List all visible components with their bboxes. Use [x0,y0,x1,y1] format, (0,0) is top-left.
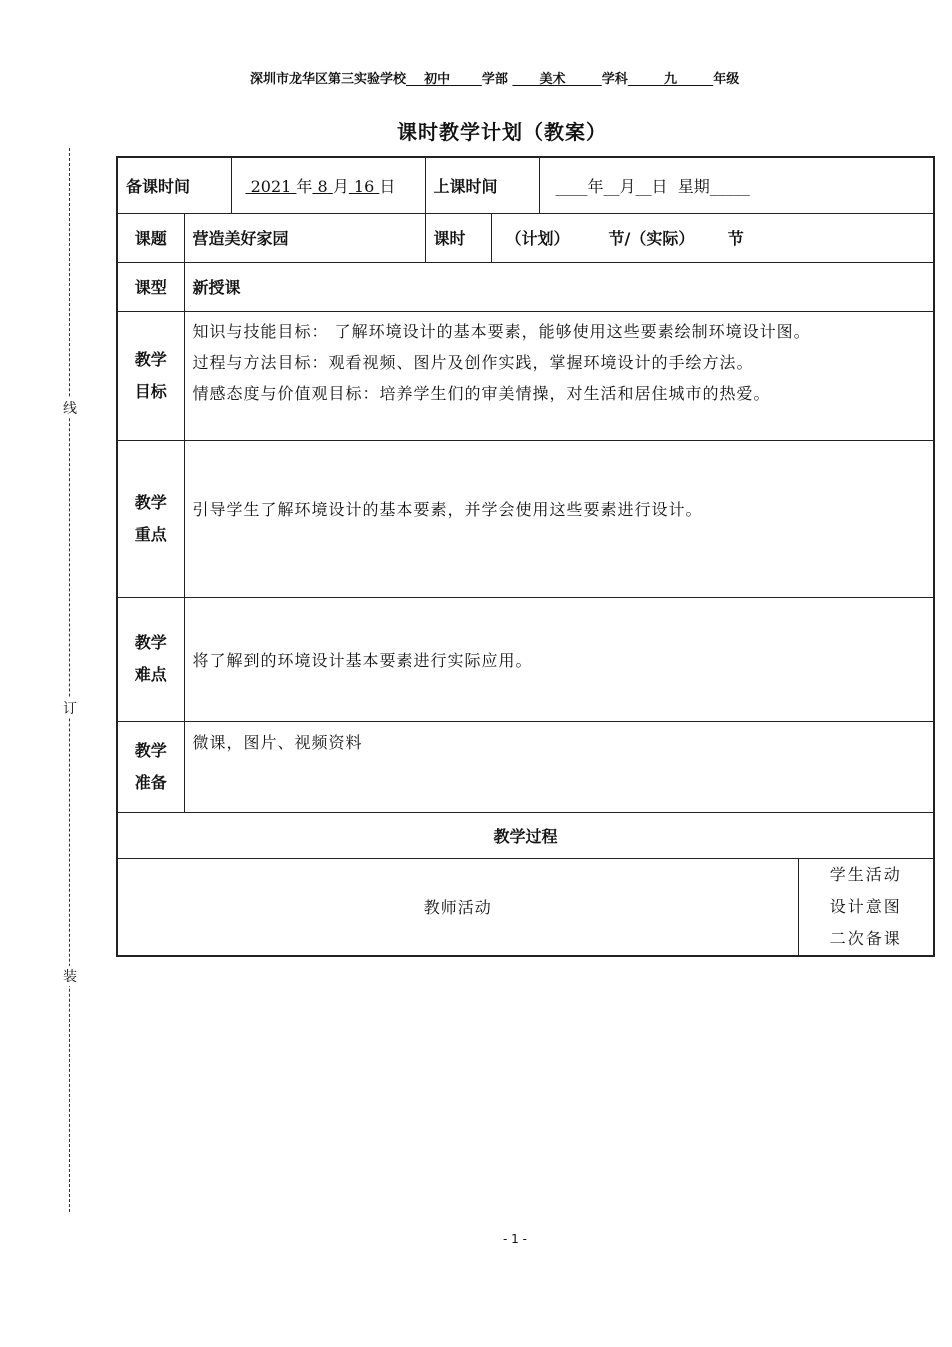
difficulties-content: 将了解到的环境设计基本要素进行实际应用。 [184,597,934,721]
objectives-label-line2: 目标 [134,381,167,401]
row-type [117,262,934,311]
topic-value: 营造美好家园 [184,213,425,262]
binding-margin [60,148,80,1218]
preparation-content: 微课，图片、视频资料 [184,721,934,812]
side-column-labels [798,858,934,956]
prep-month: 8 [317,176,328,196]
objective-emotion: 情感态度与价值观目标：培养学生们的审美情操，对生活和居住城市的热爱。 [192,383,771,403]
prep-day: 16 [353,176,375,196]
prep-date [231,157,425,213]
prep-label-line1: 教学 [134,740,167,760]
difficulties-label [117,597,184,721]
row-preparation [117,721,934,812]
objectives-content [184,311,934,440]
document-title: 课时教学计划（教案） [397,120,607,144]
year-char: 年 [296,176,313,196]
grade-value: 九 [664,72,678,87]
objectives-label [117,311,184,440]
difficulty-label-line1: 教学 [134,633,167,652]
student-activity-label: 学生活动 [829,864,902,884]
month-char: 月 [332,176,349,196]
lesson-plan-table [116,156,935,957]
type-value: 新授课 [184,262,934,311]
binding-mark-bind: 装 [60,966,80,986]
objectives-label-line1: 教学 [134,349,167,369]
topic-label: 课题 [117,213,184,262]
difficulty-label-line2: 难点 [134,665,167,684]
subject-value: 美术 [539,72,566,87]
row-prep-time [117,157,934,213]
row-process-columns [117,858,934,956]
prep-time-label: 备课时间 [117,157,231,213]
division-value: 初中 [424,72,451,87]
objective-process: 过程与方法目标：观看视频、图片及创作实践，掌握环境设计的手绘方法。 [192,352,754,372]
teacher-activity-label: 教师活动 [117,858,798,956]
row-difficulties [117,597,934,721]
binding-mark-order: 订 [60,698,80,718]
row-process-header [117,812,934,858]
key-label-line1: 教学 [134,492,167,512]
binding-dash-line [69,148,70,1212]
objective-knowledge: 知识与技能目标： 了解环境设计的基本要素，能够使用这些要素绘制环境设计图。 [192,321,811,341]
type-label: 课型 [117,262,184,311]
periods-label: 课时 [425,213,491,262]
row-topic [117,213,934,262]
subject-label: 学科 [601,72,628,87]
binding-mark-line: 线 [60,398,80,418]
row-objectives [117,311,934,440]
preparation-label [117,721,184,812]
school-name: 深圳市龙华区第三实验学校 [250,72,407,87]
prep-year: 2021 [250,176,292,196]
key-label-line2: 重点 [134,524,167,544]
class-time-label: 上课时间 [425,157,539,213]
row-key-points [117,440,934,597]
day-char: 日 [379,176,396,196]
page-number: - 1 - [503,1232,527,1246]
periods-value: （计划） 节/（实际） 节 [491,213,934,262]
second-prep-label: 二次备课 [829,928,902,948]
design-intent-label: 设计意图 [829,896,902,916]
process-label: 教学过程 [117,812,934,858]
grade-label: 年级 [713,72,740,87]
header-line [250,68,810,87]
prep-label-line2: 准备 [134,772,167,792]
division-label: 学部 [481,72,508,87]
class-time-value: ____年__月__日 星期_____ [539,157,934,213]
key-points-content: 引导学生了解环境设计的基本要素，并学会使用这些要素进行设计。 [184,440,934,597]
key-points-label [117,440,184,597]
